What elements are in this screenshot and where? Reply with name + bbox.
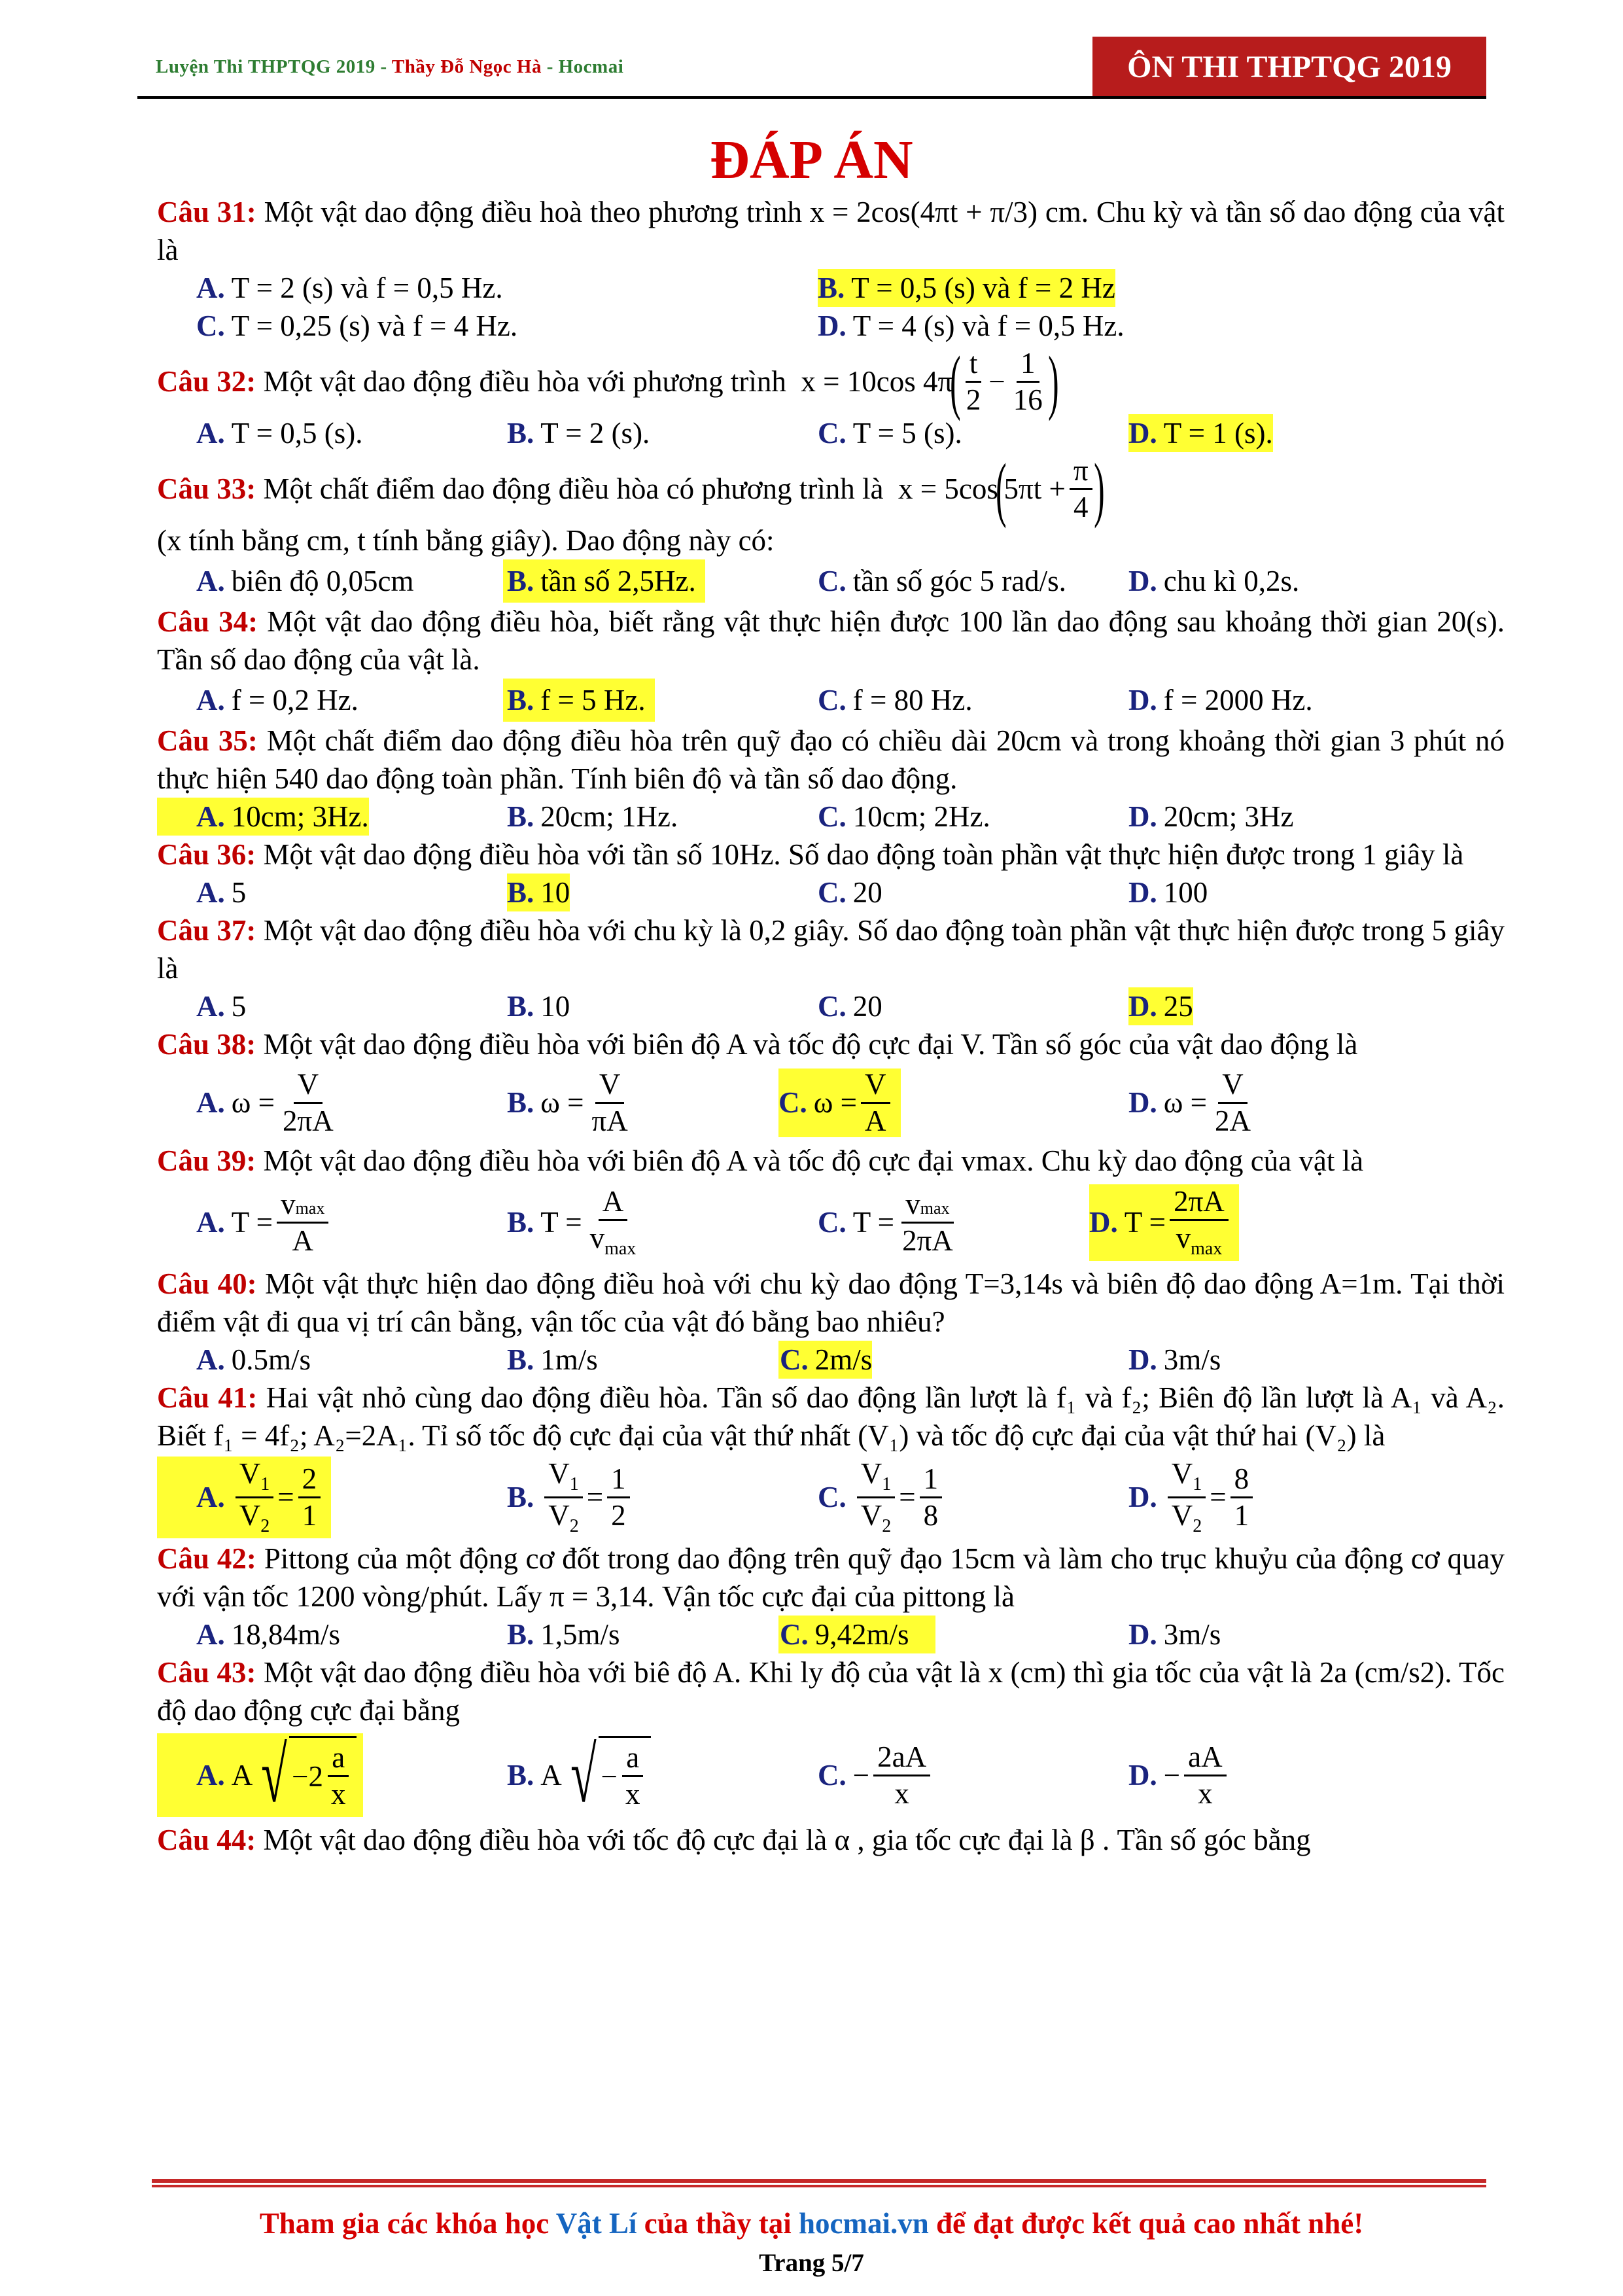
header-left bbox=[156, 56, 623, 78]
header-divider bbox=[137, 96, 1486, 99]
options-43: A. A √ −2 $\frac{a}{x}$ B. A √ − $\frac{a}{x}$ C. − $\frac{2aA}{x}$ D. − $\frac{aA}{x}$ bbox=[157, 1729, 1505, 1821]
options-31 bbox=[157, 269, 1505, 307]
options-39: A. T = $\frac{vmax}{A}$ B. T = $\frac{A}{v_{max}}$ C. T = $\frac{vmax}{2\pi A}$ D. T = $\frac{2\pi A}{v_{max}}$ bbox=[157, 1180, 1505, 1265]
question-42: Câu 42: Pittong của một động cơ đốt trong dao động trên quỹ đạo 15cm và làm cho trục khuỷu của động cơ quay với vận tốc 1200 vòng/phút. Lấy π = 3,14. Vận tốc cực đại của pittong là bbox=[157, 1542, 1505, 1613]
equation-33: x = 5cos ( 5πt + $\frac{\pi}{4}$ ) bbox=[898, 449, 1105, 529]
question-37: Câu 37: Một vật dao động điều hòa với chu kỳ là 0,2 giây. Số dao động toàn phần vật thực hiện được trong 5 giây là bbox=[157, 914, 1505, 985]
question-43: Câu 43: Một vật dao động điều hòa với biê độ A. Khi ly độ của vật là x (cm) thì gia tốc của vật là 2a (cm/s2). Tốc độ dao động cực đại bằng bbox=[157, 1656, 1505, 1727]
options-36: A. 5 B. 10 C. 20 D. 100 bbox=[157, 874, 1505, 911]
options-38: A. ω = $\frac{V}{2\pi A}$ B. ω = $\frac{V}{\pi A}$ C. ω = $\frac{V}{A}$ D. ω = $\frac{V}{2A}$ bbox=[196, 1067, 1251, 1137]
footer-promo: Tham gia các khóa học Vật Lí của thầy tại hocmai.vn để đạt được kết quả cao nhất nhé! bbox=[259, 2207, 1364, 2240]
header-course: Luyện Thi THPTQG 2019 - bbox=[156, 56, 392, 77]
question-41: Câu 41: Hai vật nhỏ cùng dao động điều hòa. Tần số dao động lần lượt là f₁ và f₂; Biên độ lần lượt là A₁ và A₂. Biết f₁ = 4f₂; A₂=2A₁. Tỉ số tốc độ cực đại của vật thứ nhất (V₁) và tốc độ cực đại của vật thứ hai (V₂) là bbox=[157, 1381, 1505, 1452]
options-42: A. 18,84m/s B. 1,5m/s C. 9,42m/s D. 3m/s bbox=[157, 1616, 1505, 1653]
question-35: Câu 35: Một chất điểm dao động điều hòa trên quỹ đạo có chiều dài 20cm và trong khoảng thời gian 3 phút nó thực hiện 540 dao động toàn phần. Tính biên độ và tần số dao động. bbox=[157, 724, 1505, 795]
question-36: Câu 36: Một vật dao động điều hòa với tần số 10Hz. Số dao động toàn phần vật thực hiện được trong 1 giây là bbox=[157, 838, 1464, 871]
option-d: D. T = 4 (s) và f = 0,5 Hz. bbox=[818, 309, 1125, 342]
header-banner: ÔN THI THPTQG 2019 bbox=[1092, 37, 1486, 98]
page-number: Trang 5/7 bbox=[759, 2249, 864, 2277]
options-35: A. 10cm; 3Hz. B. 20cm; 1Hz. C. 10cm; 2Hz. D. 20cm; 3Hz bbox=[157, 798, 1505, 836]
options-40: A. 0.5m/s B. 1m/s C. 2m/s D. 3m/s bbox=[157, 1341, 1505, 1379]
options-32: A. T = 0,5 (s). B. T = 2 (s). C. T = 5 (s). D. T = 1 (s). bbox=[157, 414, 1505, 452]
question-38: Câu 38: Một vật dao động điều hòa với biên độ A và tốc độ cực đại V. Tần số góc của vật dao động là bbox=[157, 1028, 1358, 1061]
option-c: C. T = 0,25 (s) và f = 4 Hz. bbox=[196, 309, 518, 342]
question-40: Câu 40: Một vật thực hiện dao động điều hoà với chu kỳ dao động T=3,14s và biên độ dao động A=1m. Tại thời điểm vật đi qua vị trí cân bằng, vận tốc của vật đó bằng bao nhiêu? bbox=[157, 1267, 1505, 1338]
equation-32: x = 10cos 4π ( $\frac{t}{2}$ − $\frac{1}{16}$ ) bbox=[801, 342, 1059, 421]
options-41: A. $\frac{V_1}{V_2}$ = $\frac{2}{1}$ B. $\frac{V_1}{V_2}$ = $\frac{1}{2}$ C. $\frac{V_1}{V_2}$ = $\frac{1}{8}$ D. $\frac{V_1}{V_2}$ = $\frac{8}{1}$ bbox=[157, 1455, 1505, 1540]
option-a: A. T = 2 (s) và f = 0,5 Hz. bbox=[196, 272, 503, 304]
header-teacher: Thầy Đỗ Ngọc Hà bbox=[391, 56, 542, 77]
question-39: Câu 39: Một vật dao động điều hòa với biên độ A và tốc độ cực đại vmax. Chu kỳ dao động của vật là bbox=[157, 1144, 1364, 1177]
answer-list bbox=[157, 193, 1505, 1859]
footer-divider bbox=[152, 2179, 1486, 2183]
question-33: Câu 33: Một chất điểm dao động điều hòa có phương trình là x = 5cos ( 5πt + $\frac{\pi}{4}$ ) (x tính bằng cm, t tính bằng giây). Dao động này có: bbox=[157, 449, 1105, 557]
header-site: - Hocmai bbox=[541, 56, 624, 77]
question-34: Câu 34: Một vật dao động điều hòa, biết rằng vật thực hiện được 100 lần dao động sau khoảng thời gian 20(s). Tần số dao động của vật là. bbox=[157, 605, 1505, 676]
options-33: A. biên độ 0,05cm B. tần số 2,5Hz. C. tần số góc 5 rad/s. D. chu kì 0,2s. bbox=[157, 559, 1505, 603]
site-link[interactable]: hocmai.vn bbox=[798, 2207, 929, 2240]
options-31b bbox=[157, 307, 1505, 345]
options-34: A. f = 0,2 Hz. B. f = 5 Hz. C. f = 80 Hz. D. f = 2000 Hz. bbox=[157, 679, 1505, 722]
question-31: Câu 31: Một vật dao động điều hoà theo phương trình x = 2cos(4πt + π/3) cm. Chu kỳ và tần số dao động của vật là bbox=[157, 196, 1505, 266]
page-title: ĐÁP ÁN bbox=[710, 130, 913, 190]
question-44: Câu 44: Một vật dao động điều hòa với tốc độ cực đại là α , gia tốc cực đại là β . Tần số góc bằng bbox=[157, 1824, 1311, 1856]
option-b: B. T = 0,5 (s) và f = 2 Hz bbox=[778, 269, 1400, 307]
question-32: Câu 32: Một vật dao động điều hòa với phương trình x = 10cos 4π ( $\frac{t}{2}$ − $\frac{1}{16}$ ) bbox=[157, 342, 1059, 421]
options-37: A. 5 B. 10 C. 20 D. 25 bbox=[157, 987, 1505, 1025]
footer-divider-2 bbox=[152, 2185, 1486, 2187]
